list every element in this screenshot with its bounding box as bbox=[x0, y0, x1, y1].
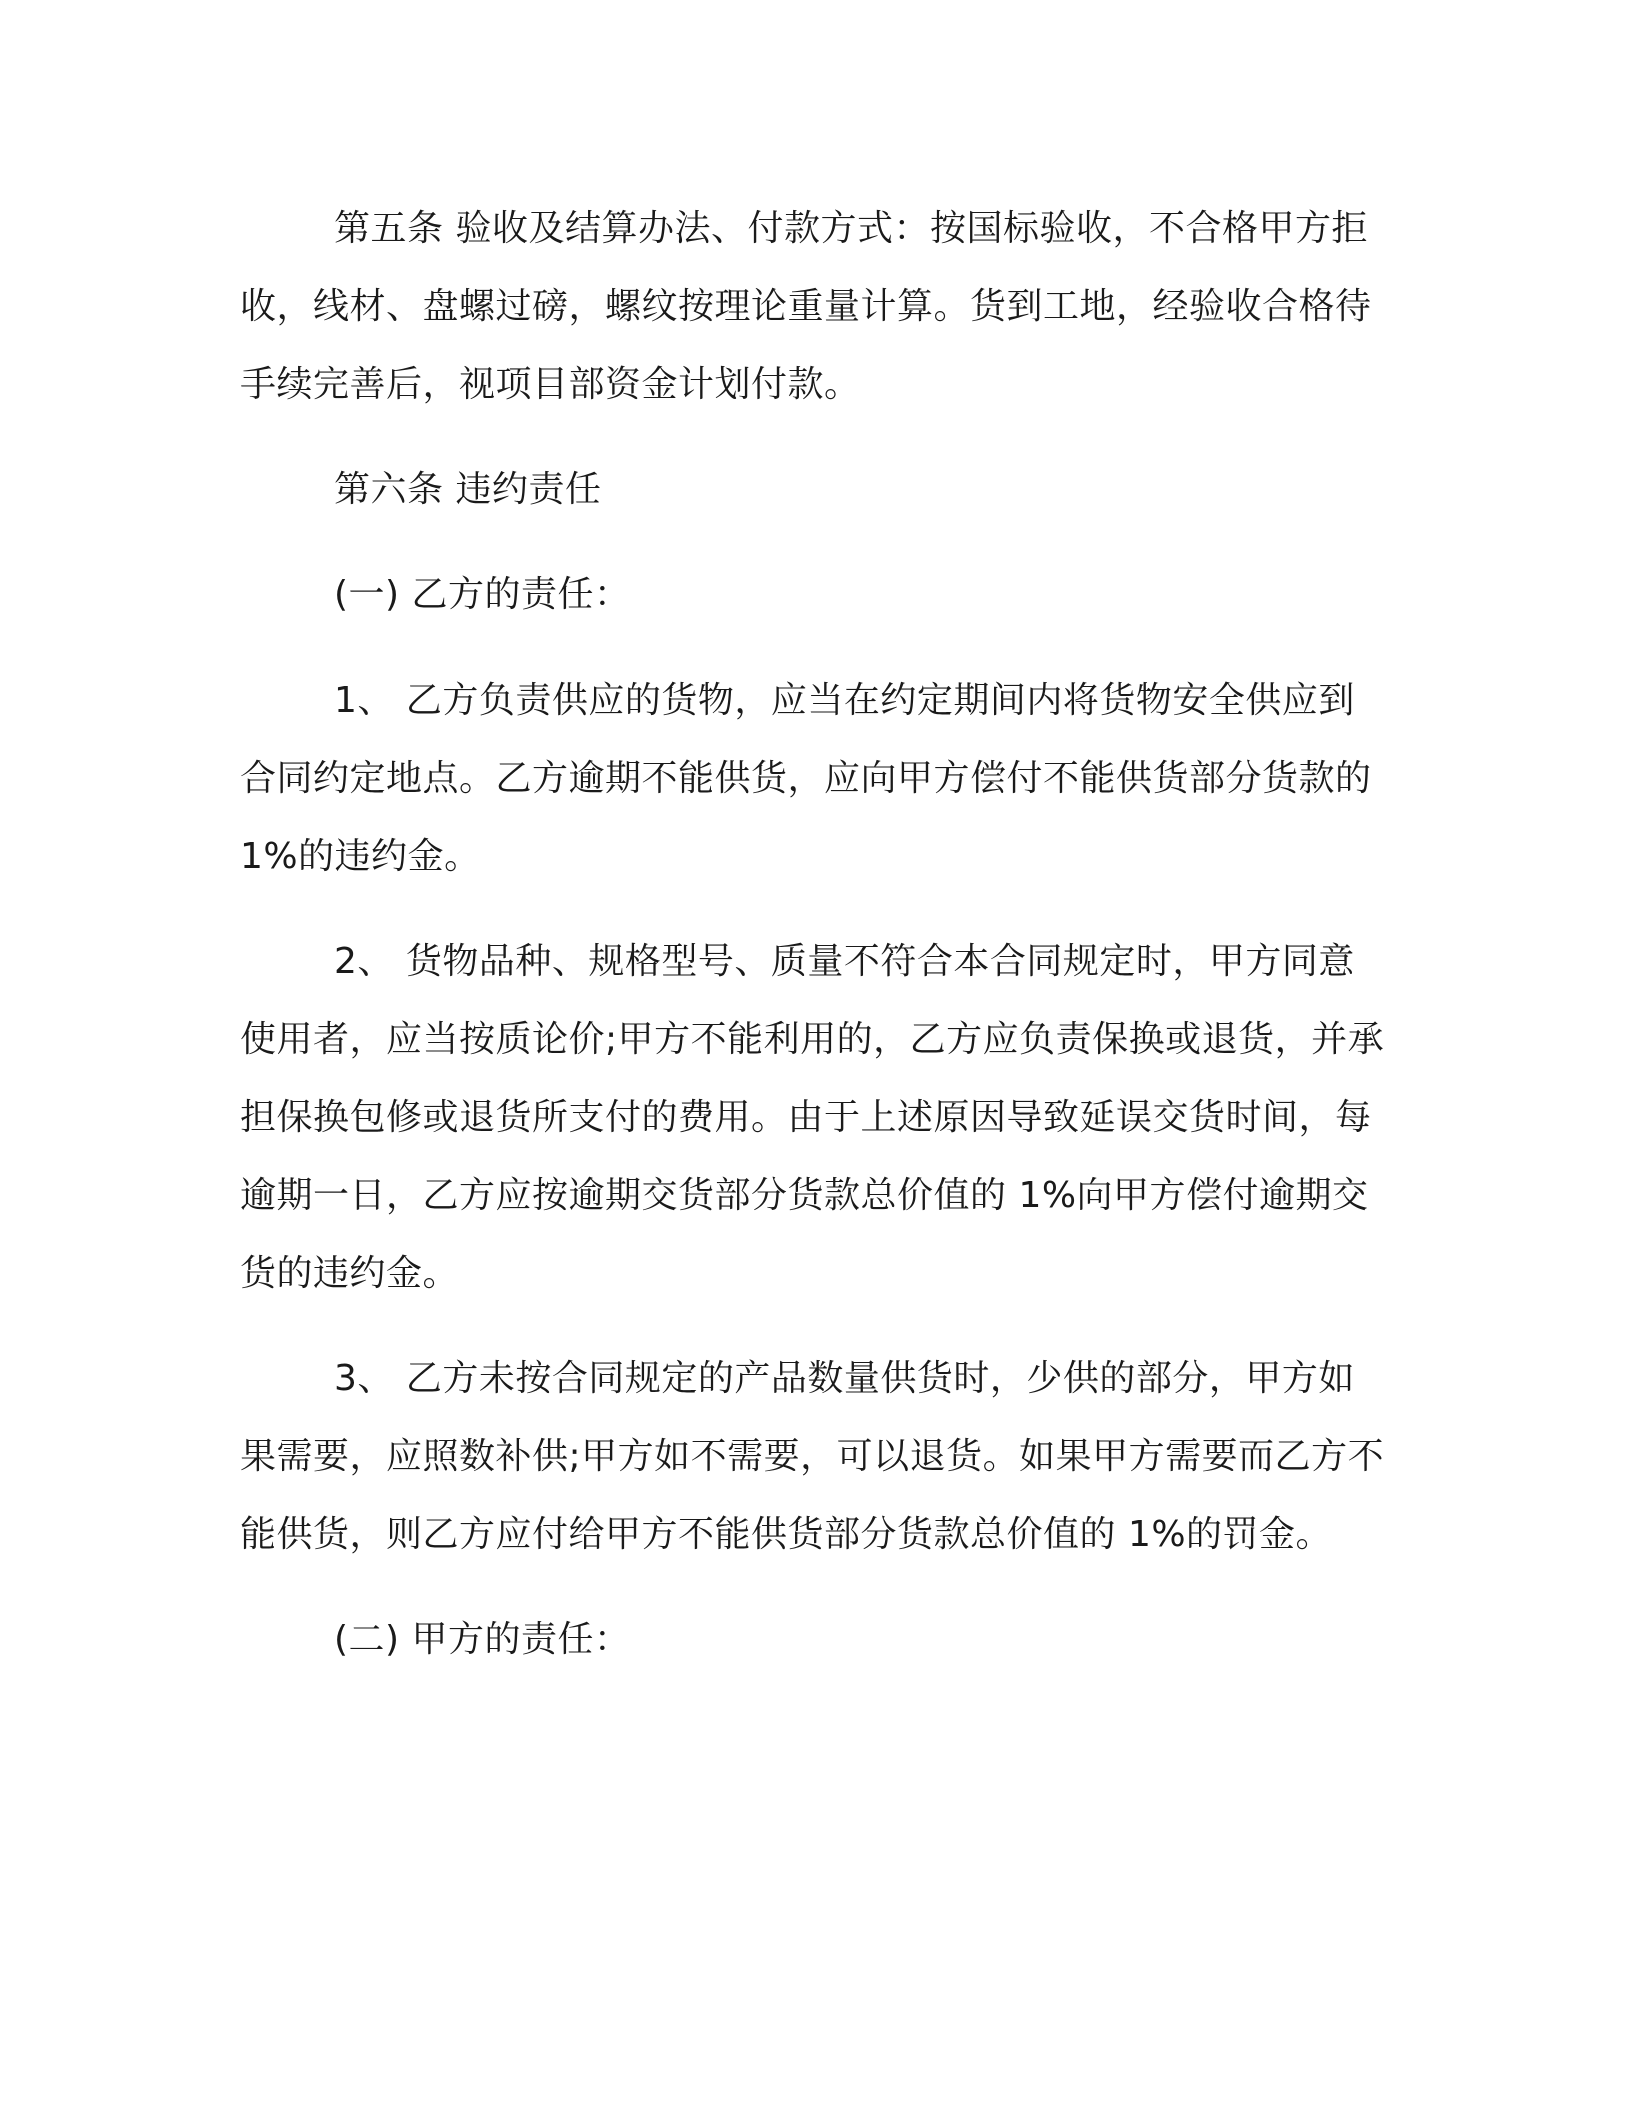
document-body bbox=[240, 190, 1390, 1679]
clause-2-paragraph: 2、 货物品种、规格型号、质量不符合本合同规定时，甲方同意使用者，应当按质论价;甲方不能利用的，乙方应负责保换或退货，并承担保换包修或退货所支付的费用。由于上述原因导致延误交货时间，每逾期一日，乙方应按逾期交货部分货款总价值的 1%向甲方偿付逾期交货的违约金。 bbox=[240, 941, 1385, 1294]
article-5-paragraph: 第五条 验收及结算办法、付款方式：按国标验收，不合格甲方拒收，线材、盘螺过磅，螺纹按理论重量计算。货到工地，经验收合格待手续完善后，视项目部资金计划付款。 bbox=[240, 208, 1372, 405]
party-b-responsibility-heading: (一) 乙方的责任： bbox=[334, 574, 631, 615]
clause-1-paragraph: 1、 乙方负责供应的货物，应当在约定期间内将货物安全供应到合同约定地点。乙方逾期不能供货，应向甲方偿付不能供货部分货款的 1%的违约金。 bbox=[240, 680, 1372, 877]
article-6-heading: 第六条 违约责任 bbox=[334, 469, 602, 510]
party-a-responsibility-heading: (二) 甲方的责任： bbox=[334, 1619, 631, 1660]
clause-3-paragraph: 3、 乙方未按合同规定的产品数量供货时，少供的部分，甲方如果需要，应照数补供;甲方如不需要，可以退货。如果甲方需要而乙方不能供货，则乙方应付给甲方不能供货部分货款总价值的 1%的罚金。 bbox=[240, 1358, 1385, 1555]
